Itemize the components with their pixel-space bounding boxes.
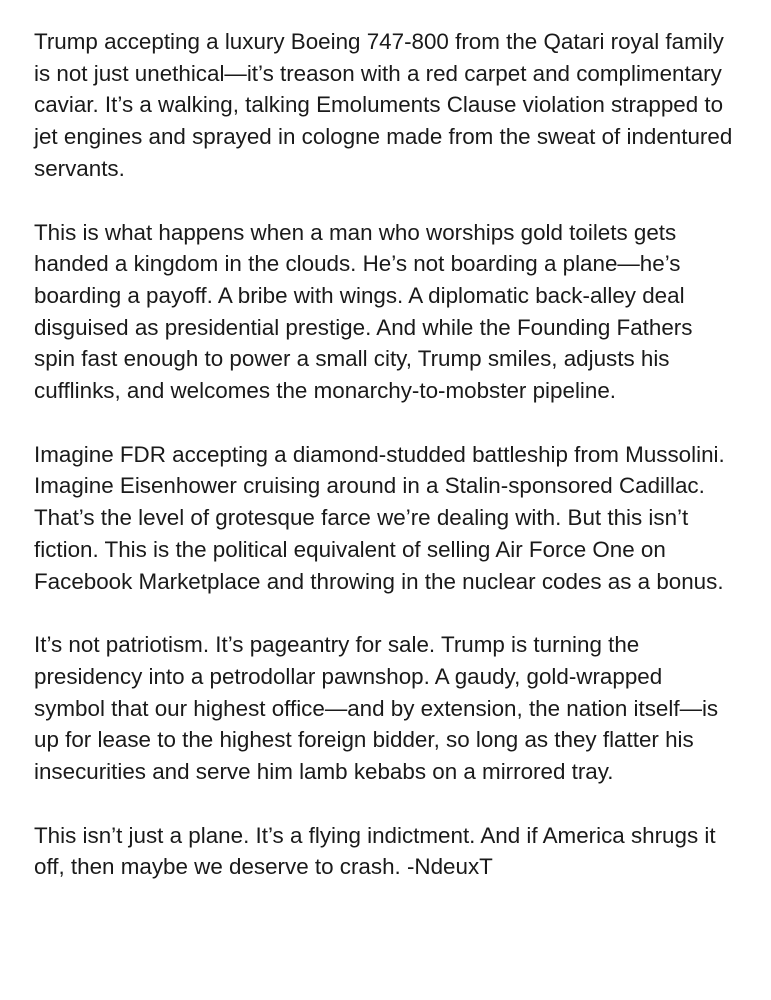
- paragraph-2: This is what happens when a man who worships gold toilets gets handed a kingdom in the clouds. He’s not boarding a plane—he’s boarding a payoff. A bribe with wings. A diplomatic back-alley deal disguised as presidential prestige. And while the Founding Fathers spin fast enough to power a small city, Trump smiles, adjusts his cufflinks, and welcomes the monarchy-to-mobster pipeline.: [34, 219, 693, 404]
- paragraph-3: Imagine FDR accepting a diamond-studded battleship from Mussolini. Imagine Eisenhower cruising around in a Stalin-sponsored Cadillac. That’s the level of grotesque farce we’re dealing with. But this isn’t fiction. This is the political equivalent of selling Air Force One on Facebook Marketplace and throwing in the nuclear codes as a bonus.: [34, 441, 725, 594]
- paragraph-1: Trump accepting a luxury Boeing 747-800 from the Qatari royal family is not just unethical—it’s treason with a red carpet and complimentary caviar. It’s a walking, talking Emoluments Clause violation strapped to jet engines and sprayed in cologne made from the sweat of indentured servants.: [34, 29, 733, 181]
- paragraph-5-signature: This isn’t just a plane. It’s a flying indictment. And if America shrugs it off, then maybe we deserve to crash. -NdeuxT: [34, 822, 716, 880]
- paragraph-4: It’s not patriotism. It’s pageantry for sale. Trump is turning the presidency into a petrodollar pawnshop. A gaudy, gold-wrapped symbol that our highest office—and by extension, the nation itself—is up for lease to the highest foreign bidder, so long as they flatter his insecurities and serve him lamb kebabs on a mirrored tray.: [34, 632, 719, 785]
